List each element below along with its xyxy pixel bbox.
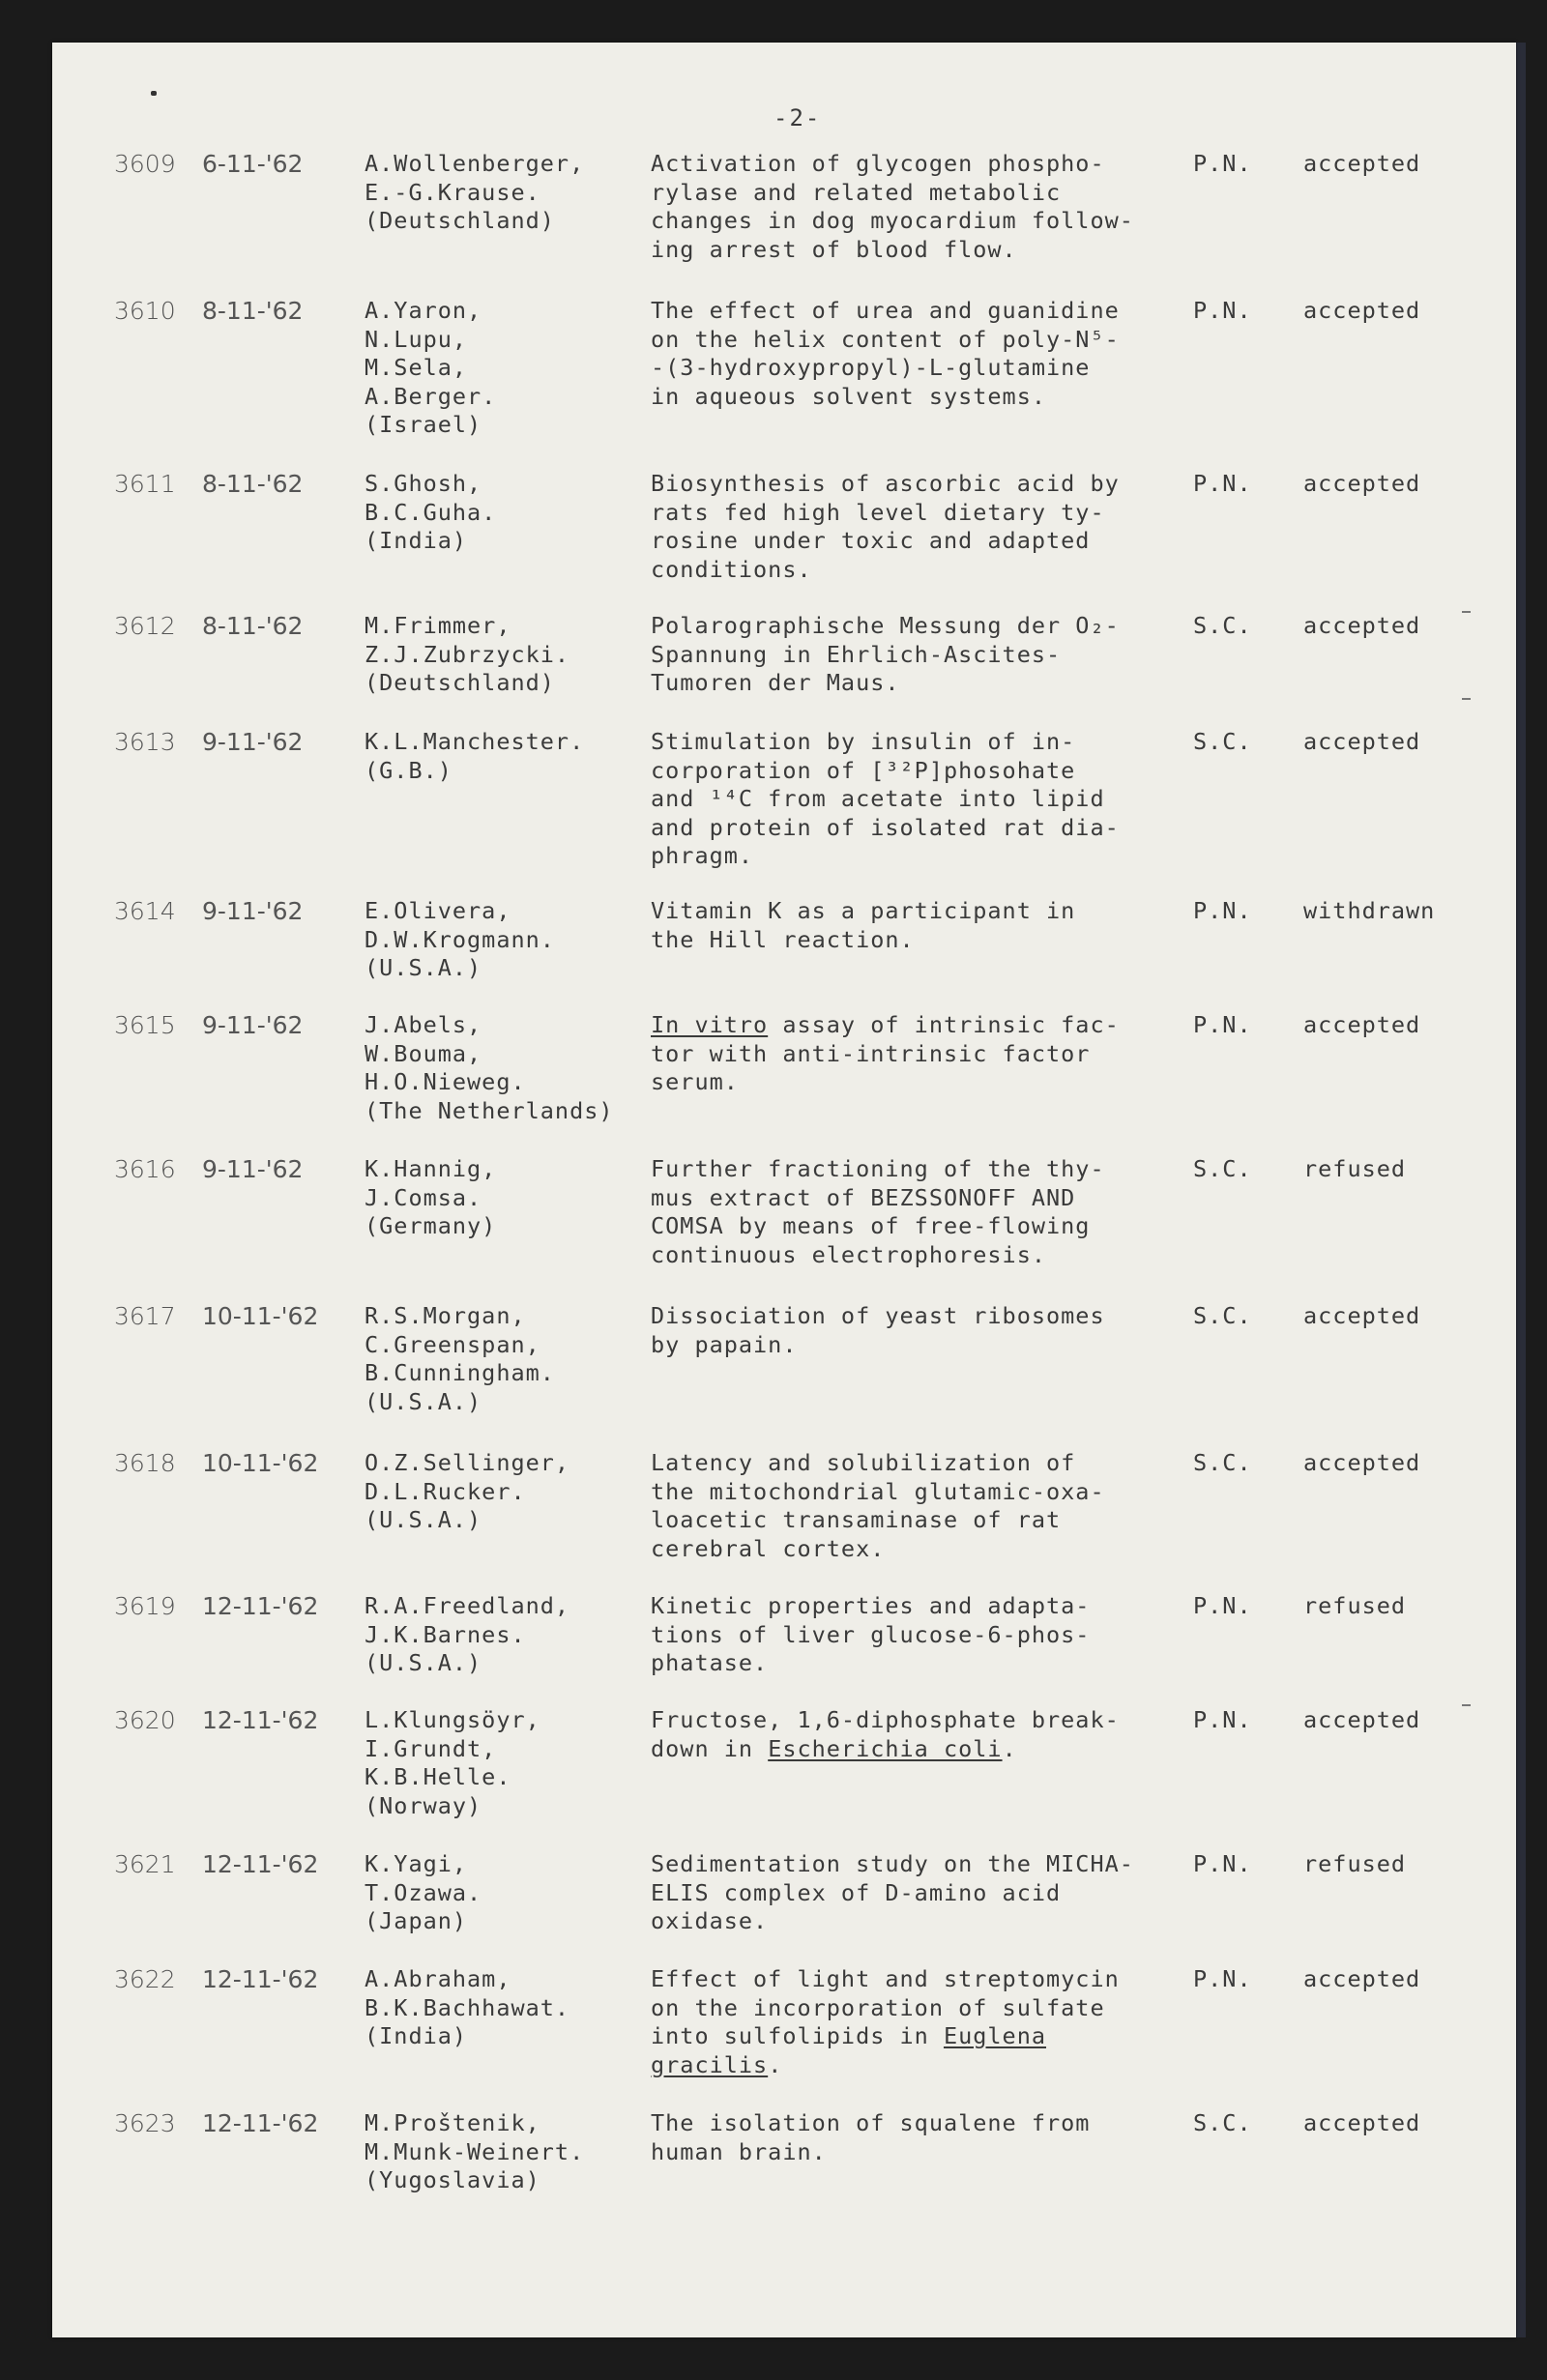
entry-status: accepted: [1303, 1449, 1421, 1476]
title-emphasis: In vitro: [651, 1011, 769, 1038]
entry-authors: K.Hannig, J.Comsa. (Germany): [365, 1155, 497, 1239]
entry-status: accepted: [1303, 150, 1421, 177]
entry-authors: A.Yaron, N.Lupu, M.Sela, A.Berger. (Israel): [365, 297, 497, 438]
entry-title: Latency and solubilization of the mitochondrial glutamic-oxa- loacetic transaminase of rat cerebral cortex.: [651, 1449, 1105, 1562]
entry-title: Sedimentation study on the MICHA- ELIS complex of D-amino acid oxidase.: [651, 1850, 1134, 1934]
entry-date: 12-11-'62: [202, 1592, 319, 1620]
entry-title: Biosynthesis of ascorbic acid by rats fed high level dietary ty- rosine under toxic and adapted conditions.: [651, 470, 1120, 583]
entry-title: Effect of light and streptomycin on the incorporation of sulfate into sulfolipids in Euglena gracilis.: [651, 1965, 1120, 2078]
entry-title: Kinetic properties and adapta- tions of liver glucose-6-phos- phatase.: [651, 1592, 1091, 1676]
entry-authors: S.Ghosh, B.C.Guha. (India): [365, 470, 497, 554]
entry-number: 3619: [114, 1592, 176, 1620]
margin-tick: [1462, 611, 1471, 613]
title-emphasis: gracilis: [651, 2050, 769, 2078]
entry-status: accepted: [1303, 297, 1421, 324]
entry-date: 9-11-'62: [202, 897, 304, 925]
entry-date: 10-11-'62: [202, 1302, 319, 1330]
entry-title: Further fractioning of the thy- mus extract of BEZSSONOFF AND COMSA by means of free-flowing continuous electrophoresis.: [651, 1155, 1105, 1268]
entry-date: 12-11-'62: [202, 1965, 319, 1993]
ink-dot: [151, 91, 157, 96]
entry-type: P.N.: [1193, 1706, 1252, 1733]
entry-authors: O.Z.Sellinger, D.L.Rucker. (U.S.A.): [365, 1449, 570, 1533]
entry-authors: E.Olivera, D.W.Krogmann. (U.S.A.): [365, 897, 555, 981]
entry-type: S.C.: [1193, 1449, 1252, 1476]
title-emphasis: Euglena: [943, 2022, 1047, 2049]
entry-authors: A.Abraham, B.K.Bachhawat. (India): [365, 1965, 570, 2049]
entry-number: 3622: [114, 1965, 176, 1993]
entry-date: 9-11-'62: [202, 728, 304, 756]
entry-number: 3611: [114, 470, 176, 498]
entry-number: 3612: [114, 612, 176, 640]
entry-title: The isolation of squalene from human brain.: [651, 2109, 1091, 2165]
entry-type: P.N.: [1193, 1850, 1252, 1877]
entry-date: 8-11-'62: [202, 612, 304, 640]
entry-status: refused: [1303, 1592, 1407, 1619]
entry-title: Fructose, 1,6-diphosphate break- down in Escherichia coli.: [651, 1706, 1120, 1762]
entry-authors: M.Proštenik, M.Munk-Weinert. (Yugoslavia): [365, 2109, 585, 2193]
entry-title: Dissociation of yeast ribosomes by papain.: [651, 1302, 1105, 1358]
page-number: -2-: [774, 104, 822, 131]
entry-title: In vitro assay of intrinsic fac- tor with anti-intrinsic factor serum.: [651, 1011, 1120, 1095]
entry-number: 3615: [114, 1011, 176, 1039]
entry-date: 10-11-'62: [202, 1449, 319, 1477]
margin-tick: [1462, 1704, 1471, 1706]
entry-number: 3621: [114, 1850, 176, 1878]
entry-status: accepted: [1303, 1965, 1421, 1992]
entry-number: 3618: [114, 1449, 176, 1477]
entry-status: refused: [1303, 1155, 1407, 1182]
entry-date: 9-11-'62: [202, 1155, 304, 1183]
entry-status: accepted: [1303, 1706, 1421, 1733]
margin-tick: [1462, 698, 1471, 700]
entry-type: S.C.: [1193, 1155, 1252, 1182]
entry-number: 3613: [114, 728, 176, 756]
entry-number: 3620: [114, 1706, 176, 1734]
entry-authors: L.Klungsöyr, I.Grundt, K.B.Helle. (Norway): [365, 1706, 540, 1819]
entry-type: S.C.: [1193, 1302, 1252, 1329]
entry-type: P.N.: [1193, 470, 1252, 497]
entry-authors: K.Yagi, T.Ozawa. (Japan): [365, 1850, 482, 1934]
entry-number: 3623: [114, 2109, 176, 2137]
entry-authors: M.Frimmer, Z.J.Zubrzycki. (Deutschland): [365, 612, 570, 696]
entry-status: accepted: [1303, 1302, 1421, 1329]
title-emphasis: Escherichia coli: [768, 1734, 1003, 1762]
entry-type: P.N.: [1193, 1011, 1252, 1038]
entry-status: accepted: [1303, 1011, 1421, 1038]
entry-date: 6-11-'62: [202, 150, 304, 178]
entry-status: accepted: [1303, 612, 1421, 639]
entry-status: withdrawn: [1303, 897, 1436, 924]
entry-type: P.N.: [1193, 297, 1252, 324]
entry-authors: K.L.Manchester. (G.B.): [365, 728, 585, 784]
entry-title: Stimulation by insulin of in- corporation of [³²P]phosohate and ¹⁴C from acetate into lipid and protein of isolated rat dia- phragm.: [651, 728, 1120, 869]
entry-type: S.C.: [1193, 612, 1252, 639]
entry-type: S.C.: [1193, 728, 1252, 755]
entry-status: refused: [1303, 1850, 1407, 1877]
entry-type: P.N.: [1193, 1592, 1252, 1619]
entry-authors: R.S.Morgan, C.Greenspan, B.Cunningham. (U.S.A.): [365, 1302, 555, 1415]
entry-number: 3617: [114, 1302, 176, 1330]
entry-number: 3614: [114, 897, 176, 925]
entry-authors: R.A.Freedland, J.K.Barnes. (U.S.A.): [365, 1592, 570, 1676]
entry-status: accepted: [1303, 728, 1421, 755]
entry-title: Polarographische Messung der O₂- Spannung in Ehrlich-Ascites- Tumoren der Maus.: [651, 612, 1120, 696]
entry-type: P.N.: [1193, 150, 1252, 177]
entry-type: P.N.: [1193, 897, 1252, 924]
entry-authors: A.Wollenberger, E.-G.Krause. (Deutschland): [365, 150, 585, 234]
entry-number: 3609: [114, 150, 176, 178]
entry-title: Activation of glycogen phospho- rylase and related metabolic changes in dog myocardium follow- ing arrest of blood flow.: [651, 150, 1134, 263]
entry-date: 12-11-'62: [202, 1706, 319, 1734]
entry-date: 8-11-'62: [202, 297, 304, 325]
entry-status: accepted: [1303, 2109, 1421, 2136]
entry-title: Vitamin K as a participant in the Hill reaction.: [651, 897, 1076, 953]
entry-number: 3610: [114, 297, 176, 325]
entry-date: 9-11-'62: [202, 1011, 304, 1039]
entry-authors: J.Abels, W.Bouma, H.O.Nieweg. (The Netherlands): [365, 1011, 614, 1124]
entry-title: The effect of urea and guanidine on the helix content of poly-N⁵- -(3-hydroxypropyl)-L-glutamine in aqueous solvent systems.: [651, 297, 1120, 410]
entry-type: P.N.: [1193, 1965, 1252, 1992]
entry-date: 12-11-'62: [202, 1850, 319, 1878]
entry-status: accepted: [1303, 470, 1421, 497]
entry-date: 8-11-'62: [202, 470, 304, 498]
entry-number: 3616: [114, 1155, 176, 1183]
sheet-edge: [1516, 43, 1526, 2337]
entry-type: S.C.: [1193, 2109, 1252, 2136]
entry-date: 12-11-'62: [202, 2109, 319, 2137]
